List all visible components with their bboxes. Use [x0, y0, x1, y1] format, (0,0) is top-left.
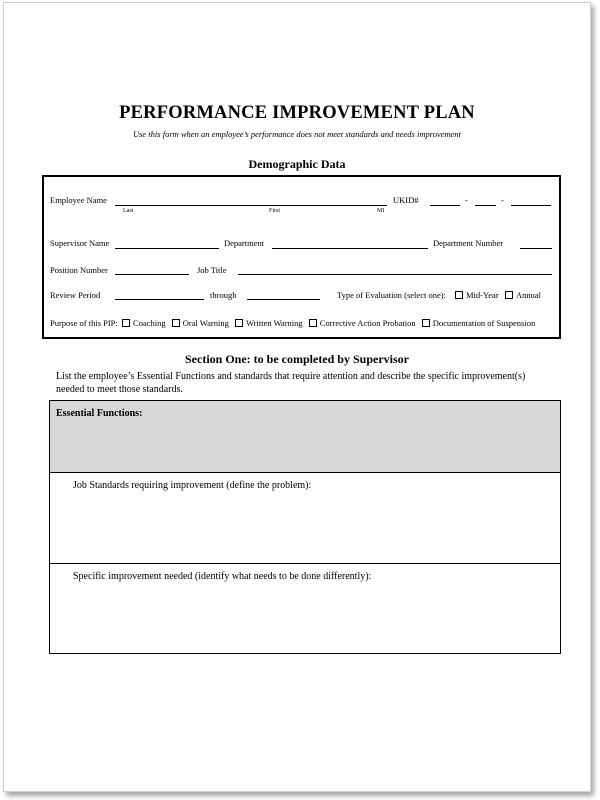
supervisor-name-field[interactable] [115, 248, 219, 249]
job-standards-label: Job Standards requiring improvement (define the problem): [73, 480, 312, 491]
ukid-dash-1: - [465, 195, 468, 205]
essential-functions-label: Essential Functions: [56, 408, 143, 419]
ukid-field-3[interactable] [511, 205, 551, 206]
written-warning-checkbox[interactable] [235, 319, 243, 327]
ukid-dash-2: - [501, 195, 504, 205]
employee-name-field[interactable] [115, 205, 387, 206]
annual-checkbox[interactable] [505, 291, 513, 299]
specific-improvement-label: Specific improvement needed (identify what needs to be done differently): [73, 571, 372, 582]
department-number-label: Department Number [433, 238, 504, 248]
coaching-checkbox[interactable] [122, 319, 130, 327]
job-title-label: Job Title [197, 265, 227, 275]
ukid-field-2[interactable] [475, 205, 496, 206]
mid-year-checkbox[interactable] [455, 291, 463, 299]
pip-option-suspension[interactable]: Documentation of Suspension [422, 318, 535, 328]
mi-label: MI [377, 208, 385, 214]
job-title-field[interactable] [238, 274, 552, 275]
pip-option-coaching[interactable]: Coaching [122, 318, 166, 328]
document-page [3, 2, 591, 792]
last-label: Last [123, 208, 134, 214]
pip-purpose-row [50, 318, 539, 328]
demographic-box [42, 175, 561, 339]
job-standards-cell[interactable] [50, 473, 560, 564]
form-subtitle: Use this form when an employee’s performance does not meet standards and needs improvement [132, 129, 462, 139]
employee-name-label: Employee Name [50, 195, 107, 205]
form-title: PERFORMANCE IMPROVEMENT PLAN [119, 103, 475, 123]
position-number-label: Position Number [50, 265, 108, 275]
department-label: Department [224, 238, 265, 248]
pip-option-corrective-action[interactable]: Corrective Action Probation [309, 318, 416, 328]
evaluation-annual-option[interactable]: Annual [505, 290, 541, 300]
review-period-start-field[interactable] [115, 299, 204, 300]
pip-option-written-warning[interactable]: Written Warning [235, 318, 303, 328]
department-field[interactable] [272, 248, 428, 249]
ukid-label: UKID# [393, 195, 419, 205]
pip-option-oral-warning[interactable]: Oral Warning [172, 318, 229, 328]
position-number-field[interactable] [115, 274, 189, 275]
section-one-instructions: List the employee’s Essential Functions and standards that require attention and describe the specific improvement(s) needed to meet those standards. [56, 371, 526, 395]
demographic-heading: Demographic Data [248, 157, 346, 171]
section-one-table [49, 400, 561, 654]
first-label: First [269, 208, 281, 214]
essential-functions-cell[interactable] [50, 401, 560, 473]
specific-improvement-cell[interactable] [50, 564, 560, 652]
oral-warning-checkbox[interactable] [172, 319, 180, 327]
section-one-heading: Section One: to be completed by Supervisor [185, 352, 409, 366]
suspension-checkbox[interactable] [422, 319, 430, 327]
ukid-field-1[interactable] [430, 205, 460, 206]
evaluation-mid-year-option[interactable]: Mid-Year [455, 290, 499, 300]
pip-purpose-label: Purpose of this PIP: [50, 318, 118, 328]
supervisor-name-label: Supervisor Name [50, 238, 110, 248]
through-label: through [210, 290, 237, 300]
evaluation-type-label: Type of Evaluation (select one): [337, 290, 446, 300]
department-number-field[interactable] [520, 248, 552, 249]
corrective-action-checkbox[interactable] [309, 319, 317, 327]
review-period-label: Review Period [50, 290, 101, 300]
review-period-end-field[interactable] [247, 299, 320, 300]
